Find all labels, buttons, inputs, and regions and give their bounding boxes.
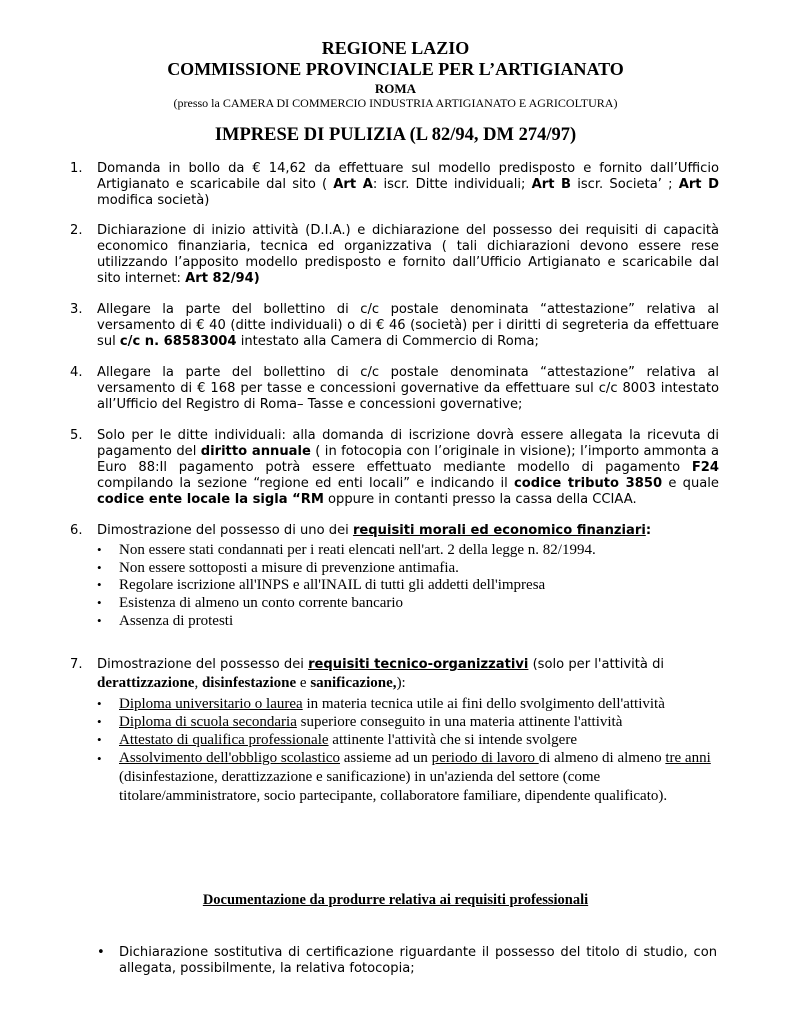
item-text: Dichiarazione di inizio attività (D.I.A.) e dichiarazione del possesso dei requisiti di capacità economico finanziaria, tecnica ed organizzativa ( tali dichiarazioni devono essere rese utilizzando l’apposito modello predisposto e fornito dall’Ufficio Artigianato e scaricabile dal sito internet: [97,223,719,286]
bullet-icon: • [97,577,102,592]
bullet-icon: • [97,696,102,711]
item-text: , [194,675,202,691]
bullet-underlined: Diploma di scuola secondaria [119,714,297,730]
item-text: Dimostrazione del possesso dei [97,657,309,672]
moral-bullet [97,576,729,594]
item-underlined: requisiti tecnico-organizzativi [308,657,529,672]
item-bold: sanificazione, [310,675,397,691]
item-text: (solo per l'attività di [528,657,665,672]
item-number: 4. [70,365,83,380]
item-number: 7. [70,657,83,672]
moral-bullet [97,594,729,612]
item-text: e [296,675,311,691]
item-bold: : [645,523,652,538]
item-number: 3. [70,302,83,317]
list-item-6 [70,523,719,539]
bullet-text: Non essere sottoposti a misure di prevenzione antimafia. [119,560,459,576]
presso-subtitle: (presso la CAMERA DI COMMERCIO INDUSTRIA ARTIGIANATO E AGRICOLTURA) [173,96,618,110]
moral-bullet [97,612,729,630]
item-text: ): [396,675,406,691]
bullet-underlined: Diploma universitario o laurea [119,696,303,712]
item-bold: codice tributo 3850 [514,476,663,491]
bullet-underlined: tre anni [665,750,711,766]
item-bold: Art 82/94) [185,271,260,286]
item-number: 2. [70,223,83,238]
item-text: ( in fotocopia con l’originale in visione); l’importo ammonta a Euro 88:Il pagamento potrà essere effettuato mediante modello di pagamento [97,444,719,475]
final-bullet [97,945,717,977]
list-item-5 [70,428,719,508]
bullet-icon: • [97,732,102,747]
list-item-2 [70,223,719,287]
document-title: IMPRESE DI PULIZIA (L 82/94, DM 274/97) [214,125,577,145]
bullet-icon: • [97,613,102,628]
item-text: modifica società) [97,193,210,208]
bullet-icon: • [97,595,102,610]
item-text: iscr. Societa’ ; [571,177,679,192]
item-bold: diritto annuale [200,444,311,459]
item-text: Allegare la parte del bollettino di c/c postale denominata “attestazione” relativa al versamento di € 40 (ditte individuali) o di € 46 (società) per i diritti di segreteria da effettuare sul [97,302,719,349]
commission-title: COMMISSIONE PROVINCIALE PER L’ARTIGIANATO [167,59,624,79]
bullet-underlined: Attestato di qualifica professionale [119,732,329,748]
item-bold: Art B [531,177,572,192]
item-bold: Art D [678,177,719,192]
item-bold: Art A [333,177,373,192]
item-number: 6. [70,523,83,538]
item-text: compilando la sezione “regione ed enti locali” e indicando il [97,476,514,491]
list-item-1 [70,161,719,209]
item-text: e quale [662,476,719,491]
tech-bullet [97,695,729,713]
bullet-text: Esistenza di almeno un conto corrente bancario [119,595,404,611]
bullet-text: assieme ad un [340,750,432,766]
list-item-7 [70,655,737,693]
item-underlined: requisiti morali ed economico finanziari [352,523,646,538]
region-title: REGIONE LAZIO [321,38,470,58]
list-item-3 [70,302,719,350]
item-text: Domanda in bollo da € 14,62 da effettuare sul modello predisposto e fornito dall’Ufficio Artigianato e scaricabile dal sito ( [97,161,719,192]
tech-bullet [97,731,729,749]
item-text: intestato alla Camera di Commercio di Roma; [236,334,539,349]
item-text: : iscr. Ditte individuali; [372,177,532,192]
bullet-text: (disinfestazione, derattizzazione e sanificazione) in un'azienda del settore (come titolare/amministratore, socio partecipante, collaboratore familiare, dipendente qualificato). [119,769,668,804]
item-text: Solo per le ditte individuali: alla domanda di iscrizione dovrà essere allegata la ricevuta di pagamento del [97,428,719,459]
item-bold: disinfestazione [201,675,297,691]
list-item-4 [70,365,719,413]
moral-bullet [97,541,729,559]
item-bold: codice ente locale la sigla “RM [97,492,324,507]
item-text: Allegare la parte del bollettino di c/c postale denominata “attestazione” relativa al versamento di € 168 per tasse e concessioni governative da effettuare sul c/c 8003 intestato all’Ufficio del Registro di Roma– Tasse e concessioni governative; [97,365,719,412]
bullet-text: Regolare iscrizione all'INPS e all'INAIL di tutti gli addetti dell'impresa [119,577,546,593]
city-title: ROMA [374,81,417,96]
item-number: 1. [70,161,83,176]
bullet-underlined: Assolvimento dell'obbligo scolastico [119,750,341,766]
tech-bullet [97,713,729,731]
tech-bullet [97,749,729,806]
bullet-text: Non essere stati condannati per i reati elencati nell'art. 2 della legge n. 82/1994. [119,542,596,558]
bullet-text: in materia tecnica utile ai fini dello svolgimento dell'attività [302,696,665,712]
bullet-text: attinente l'attività che si intende svolgere [328,732,577,748]
bullet-icon: • [97,560,102,575]
bullet-text: Dichiarazione sostitutiva di certificazione riguardante il possesso del titolo di studio, con allegata, possibilmente, la relativa fotocopia; [119,945,717,976]
item-text: oppure in contanti presso la cassa della CCIAA. [323,492,637,507]
bullet-underlined: periodo di lavoro [431,750,539,766]
bullet-icon: • [97,945,105,960]
bullet-text: superiore conseguito in una materia attinente l'attività [296,714,623,730]
bullet-icon: • [97,751,102,766]
item-bold: c/c n. 68583004 [119,334,237,349]
documentation-heading: Documentazione da produrre relativa ai requisiti professionali [202,892,589,908]
bullet-icon: • [97,542,102,557]
item-number: 5. [70,428,83,443]
moral-bullet [97,559,729,577]
item-text: Dimostrazione del possesso di uno dei [97,523,353,538]
bullet-text: Assenza di protesti [119,613,234,629]
item-bold: derattizzazione [97,675,195,691]
bullet-icon: • [97,714,102,729]
item-bold: F24 [691,460,719,475]
bullet-text: di almeno di almeno [538,750,666,766]
